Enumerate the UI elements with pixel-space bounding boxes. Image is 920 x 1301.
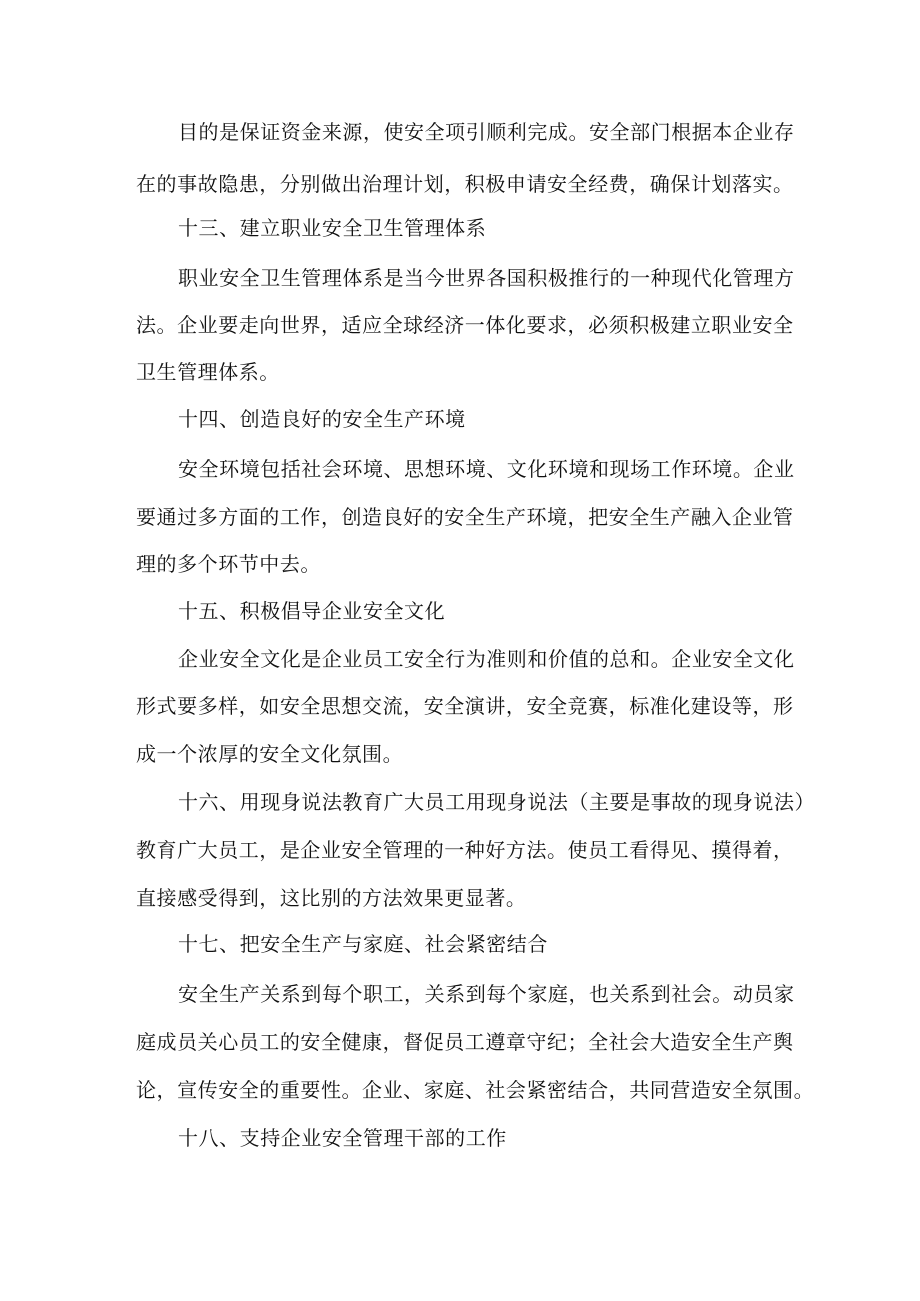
paragraph-line: 庭成员关心员工的安全健康，督促员工遵章守纪；全社会大造安全生产舆 <box>136 1030 794 1054</box>
paragraph-line: 安全生产关系到每个职工，关系到每个家庭，也关系到社会。动员家 <box>178 982 795 1006</box>
section-heading: 十八、支持企业安全管理干部的工作 <box>178 1126 507 1150</box>
paragraph-line: 理的多个环节中去。 <box>136 552 321 576</box>
paragraph-line: 职业安全卫生管理体系是当今世界各国积极推行的一种现代化管理方 <box>178 266 795 290</box>
paragraph-line: 企业安全文化是企业员工安全行为准则和价值的总和。企业安全文化 <box>178 647 795 671</box>
paragraph-line: 法。企业要走向世界，适应全球经济一体化要求，必须积极建立职业安全 <box>136 313 794 337</box>
paragraph-line: 在的事故隐患，分别做出治理计划，积极申请安全经费，确保计划落实。 <box>136 172 794 196</box>
section-heading: 十五、积极倡导企业安全文化 <box>178 599 446 623</box>
paragraph-line: 形式要多样，如安全思想交流，安全演讲，安全竞赛，标准化建设等，形 <box>136 694 794 718</box>
paragraph-line: 论，宣传安全的重要性。企业、家庭、社会紧密结合，共同营造安全氛围。 <box>136 1078 815 1102</box>
section-heading: 十四、创造良好的安全生产环境 <box>178 407 466 431</box>
paragraph-line: 目的是保证资金来源，使安全项引顺利完成。安全部门根据本企业存 <box>178 120 795 144</box>
paragraph-line: 安全环境包括社会环境、思想环境、文化环境和现场工作环境。企业 <box>178 457 795 481</box>
paragraph-line: 卫生管理体系。 <box>136 360 280 384</box>
paragraph-line: 要通过多方面的工作，创造良好的安全生产环境，把安全生产融入企业管 <box>136 505 794 529</box>
section-heading: 十六、用现身说法教育广大员工用现身说法（主要是事故的现身说法） <box>178 790 816 814</box>
paragraph-line: 成一个浓厚的安全文化氛围。 <box>136 742 404 766</box>
paragraph-line: 教育广大员工，是企业安全管理的一种好方法。使员工看得见、摸得着， <box>136 838 794 862</box>
section-heading: 十三、建立职业安全卫生管理体系 <box>178 216 487 240</box>
paragraph-line: 直接感受得到，这比别的方法效果更显著。 <box>136 886 527 910</box>
section-heading: 十七、把安全生产与家庭、社会紧密结合 <box>178 932 548 956</box>
